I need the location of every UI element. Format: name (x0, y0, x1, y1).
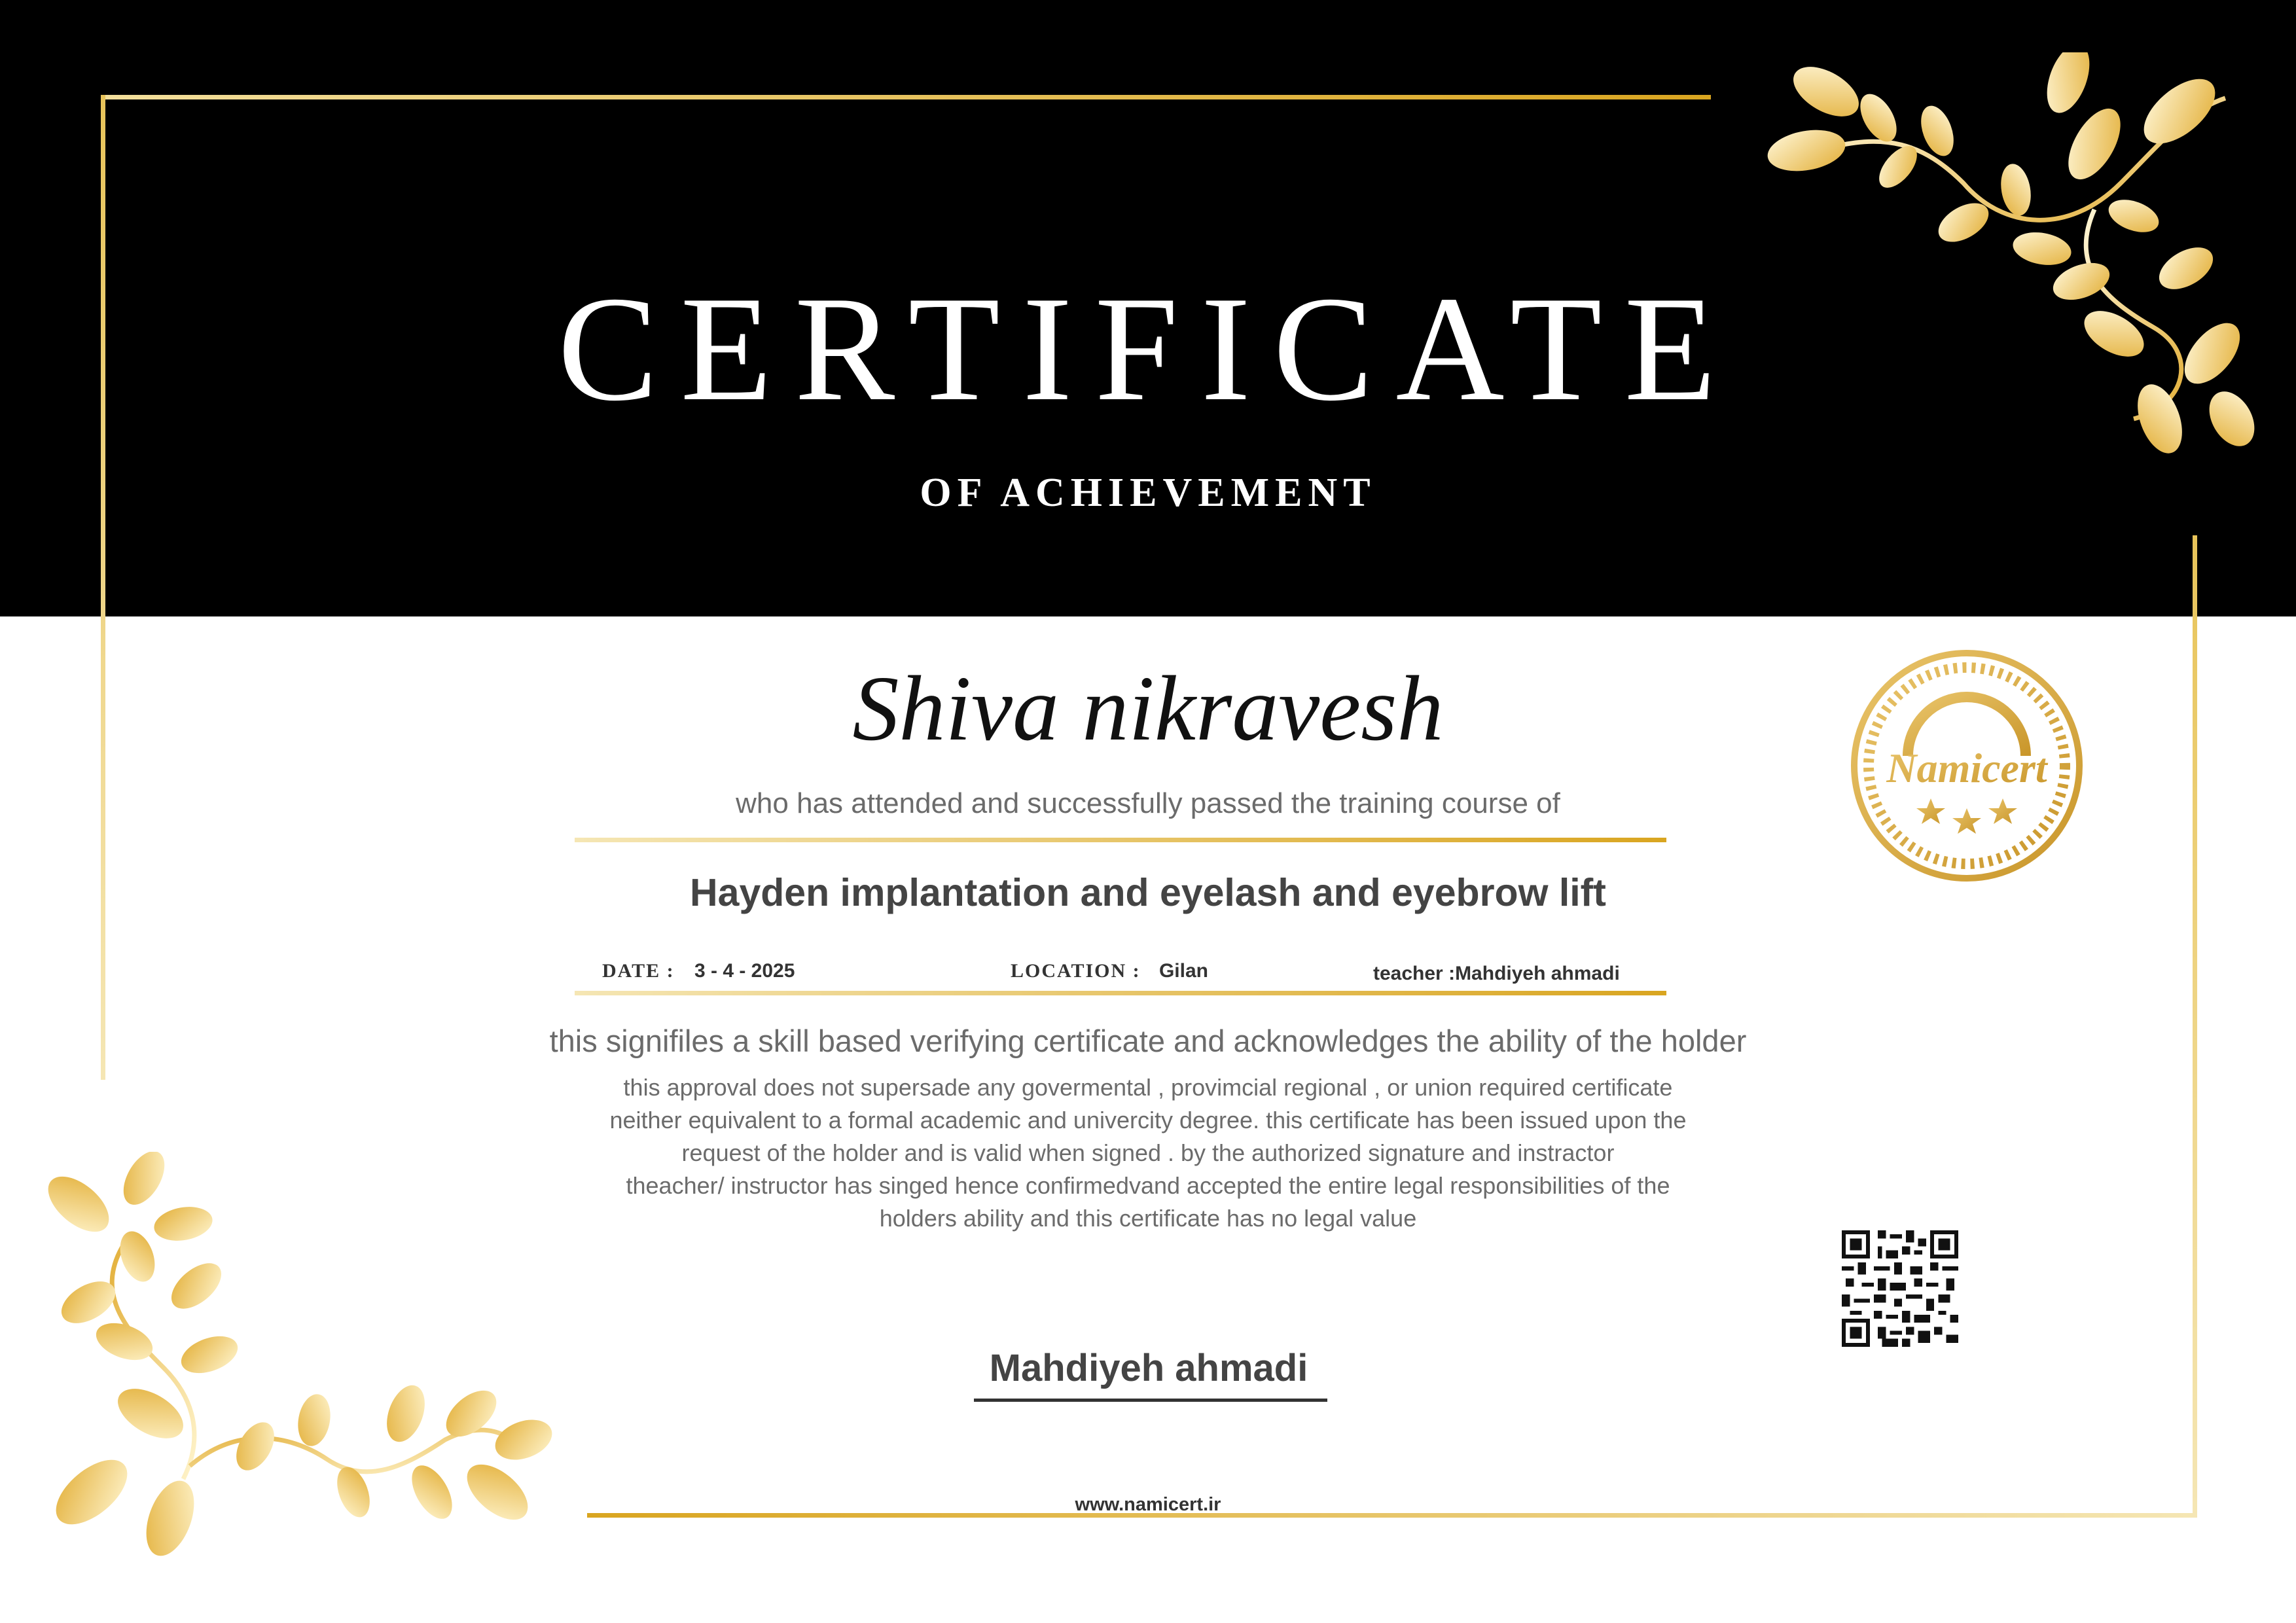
statement-text: this signifiles a skill based verifying certificate and acknowledges the ability of the holder (549, 1024, 1747, 1058)
disclaimer-line: neither equivalent to a formal academic and univercity degree. this certificate has been issued upon the (609, 1107, 1687, 1133)
disclaimer-line: this approval does not supersade any govermental , provimcial regional , or union required certificate (623, 1074, 1673, 1101)
teacher-field (1373, 963, 1620, 985)
frame-left-line (101, 95, 105, 1080)
location-value: Gilan (1158, 960, 1208, 982)
intro-text: who has attended and successfully passed the training course of (736, 787, 1560, 819)
disclaimer-line: theacher/ instructor has singed hence confirmedvand accepted the entire legal responsibilities of the (626, 1172, 1670, 1199)
website-link[interactable]: www.namicert.ir (1075, 1494, 1221, 1515)
course-name: Hayden implantation and eyelash and eyebrow lift (690, 871, 1606, 914)
seal-text: Namicert (1886, 745, 2047, 791)
disclaimer-line: holders ability and this certificate has no legal value (879, 1205, 1417, 1232)
namicert-seal-icon (1846, 645, 2088, 887)
disclaimer-text (524, 1071, 1772, 1235)
location-label: LOCATION : (1011, 960, 1141, 982)
teacher-label: teacher : (1373, 963, 1456, 984)
gold-leaf-branch-icon (39, 1152, 563, 1584)
date-label: DATE : (602, 960, 675, 982)
recipient-name: Shiva nikravesh (852, 656, 1444, 760)
disclaimer-line: request of the holder and is valid when signed . by the authorized signature and instractor (681, 1139, 1615, 1166)
certificate-title: CERTIFICATE (557, 265, 1739, 432)
certificate-subtitle: OF ACHIEVEMENT (920, 471, 1376, 515)
meta-bottom-divider (575, 991, 1666, 995)
teacher-value: Mahdiyeh ahmadi (1455, 963, 1620, 984)
date-value: 3 - 4 - 2025 (694, 960, 795, 982)
date-field (602, 960, 795, 982)
course-top-divider (575, 838, 1666, 842)
signer-name: Mahdiyeh ahmadi (989, 1347, 1308, 1389)
location-field (1011, 960, 1208, 982)
signature-line (974, 1399, 1327, 1402)
gold-leaf-branch-icon (1728, 52, 2265, 497)
qr-code-icon (1840, 1230, 1960, 1347)
frame-top-line (101, 95, 1711, 99)
